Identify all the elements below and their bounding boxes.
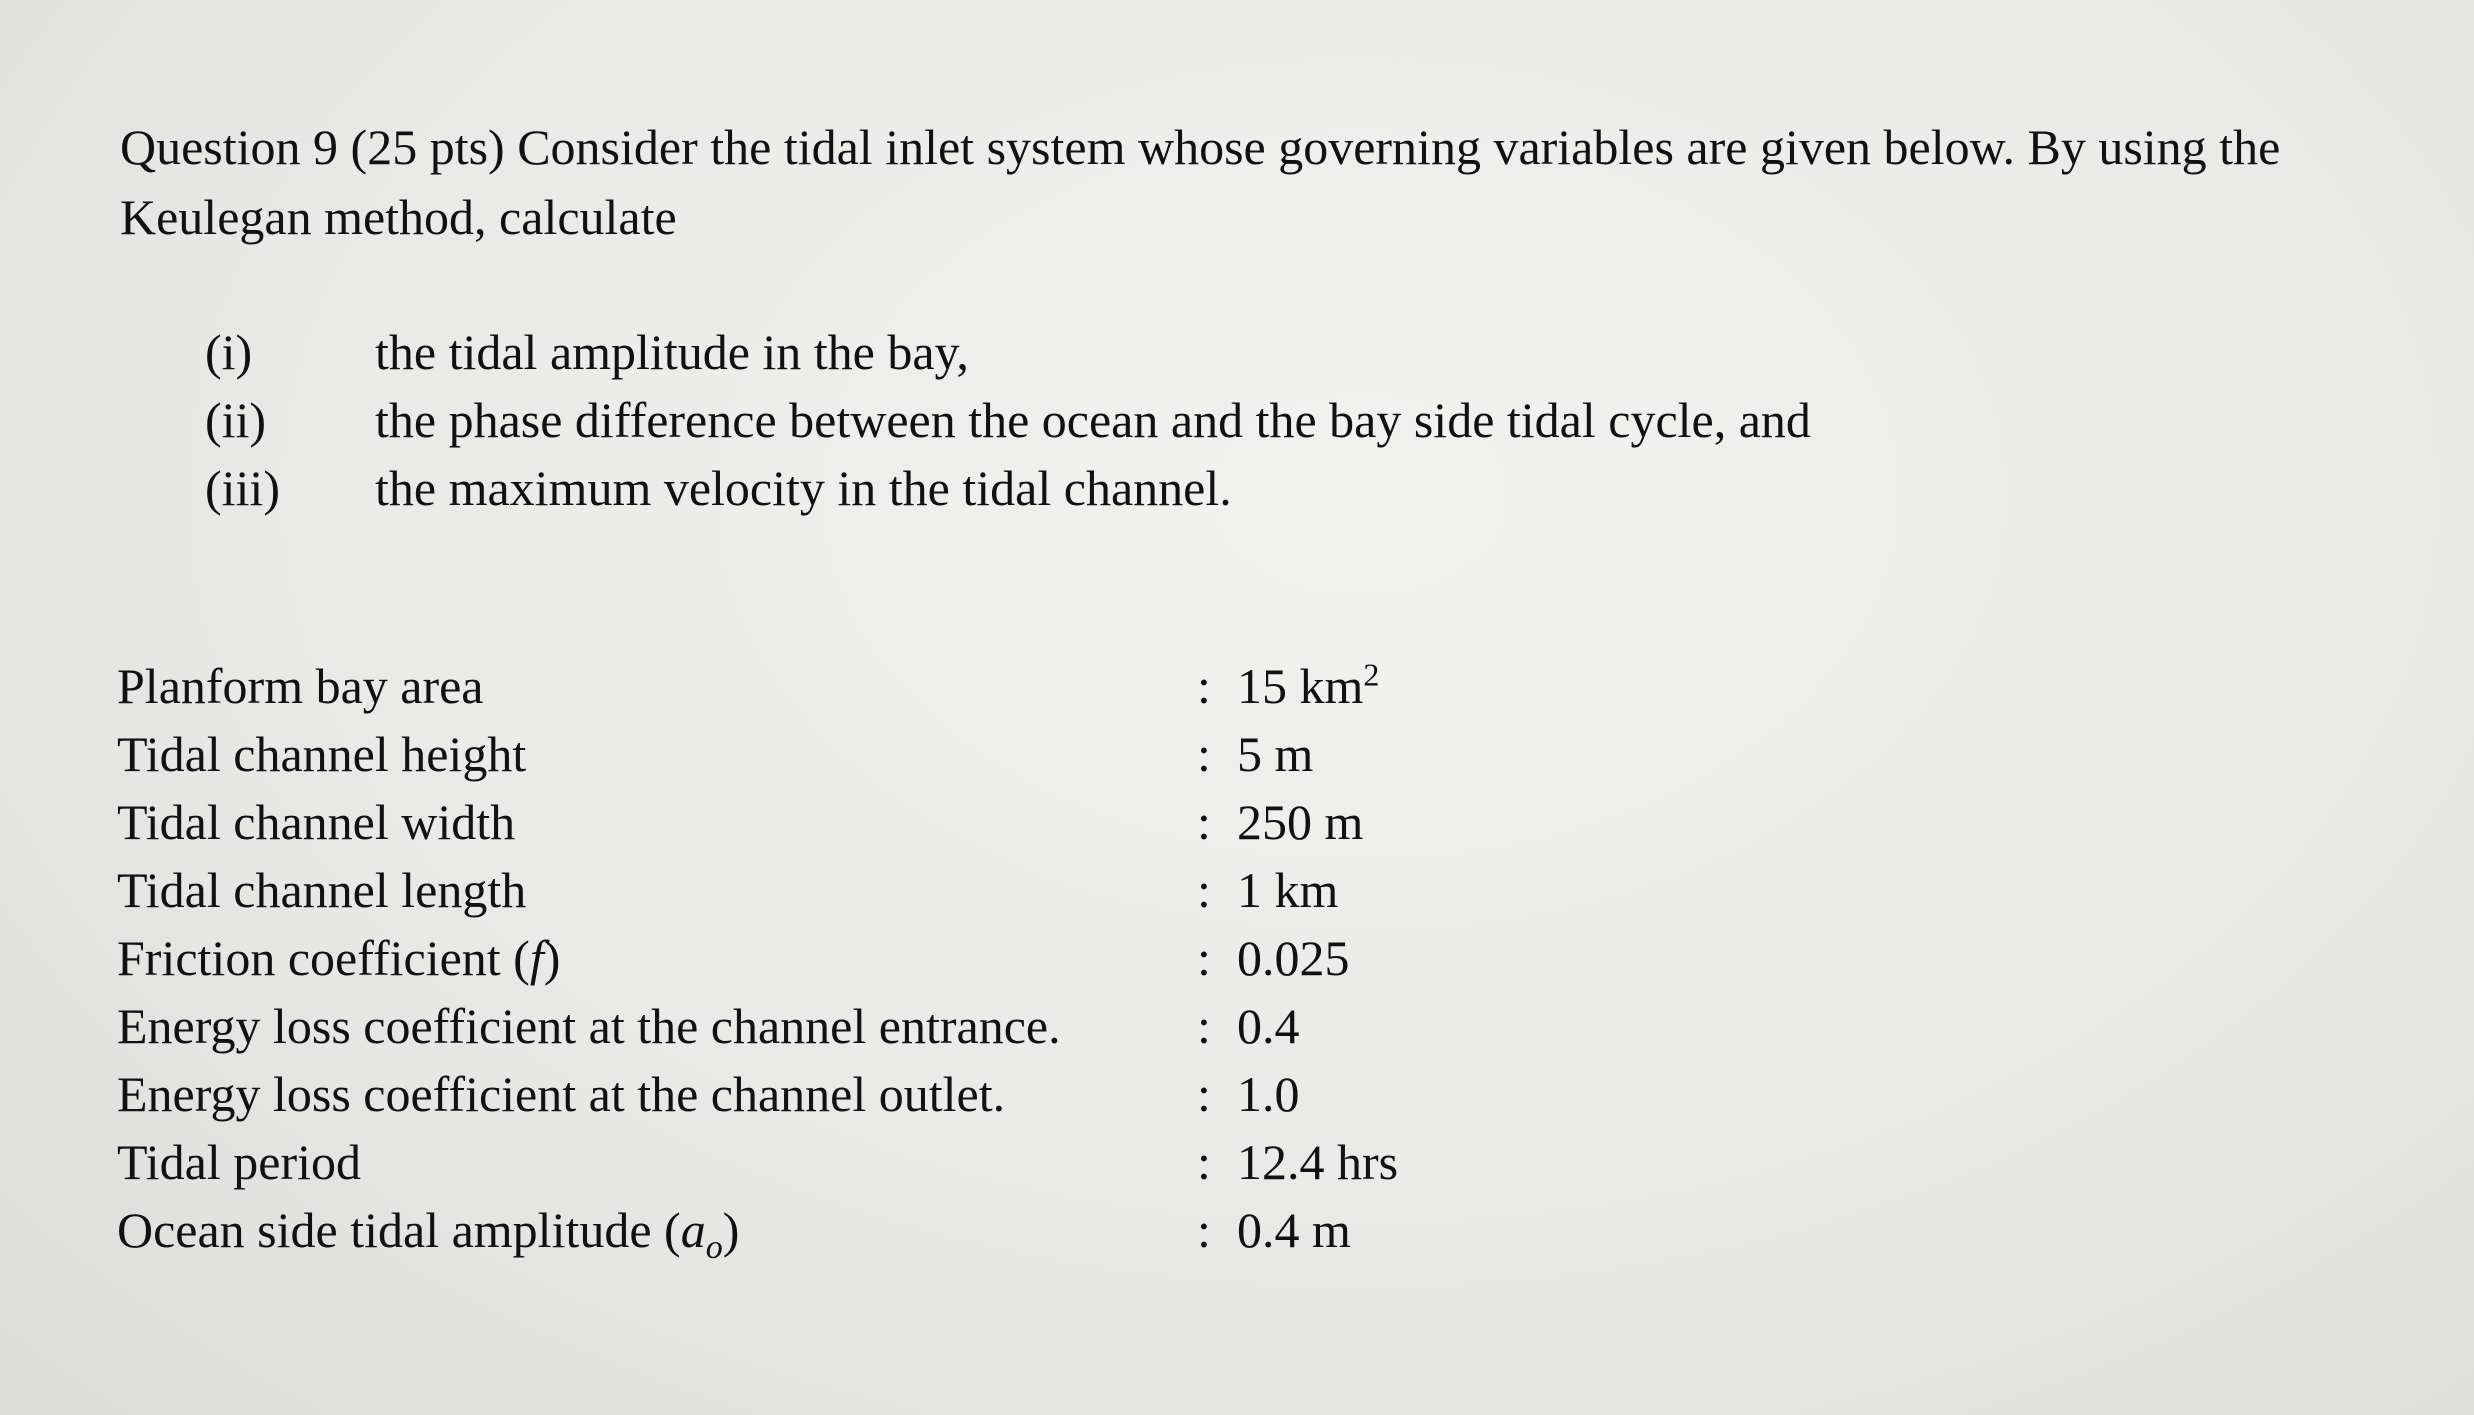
- table-row: [117, 788, 1398, 856]
- separator: :: [1197, 1202, 1211, 1258]
- separator: :: [1197, 726, 1211, 782]
- table-row: [117, 1060, 1398, 1128]
- table-row: [117, 924, 1398, 992]
- part-text: the phase difference between the ocean and the bay side tidal cycle, and: [375, 392, 1811, 448]
- variable-label: Energy loss coefficient at the channel outlet.: [117, 1066, 1006, 1122]
- list-item: [205, 454, 1811, 522]
- question-text-block: [120, 112, 2340, 252]
- variable-label: Tidal channel height: [117, 726, 527, 782]
- table-row: [117, 1196, 1398, 1282]
- variable-label: Tidal channel width: [117, 794, 516, 850]
- part-number: (i): [205, 324, 253, 380]
- variable-label: Tidal period: [117, 1134, 361, 1190]
- variable-value: 0.4: [1237, 998, 1300, 1054]
- separator: :: [1197, 794, 1211, 850]
- question-body: Consider the tidal inlet system whose governing variables are given below. By using the Keulegan method, calculate: [120, 119, 2281, 245]
- variable-label: Ocean side tidal amplitude $(a_o)$: [117, 1202, 740, 1266]
- part-number: (ii): [205, 392, 267, 448]
- separator: :: [1197, 1134, 1211, 1190]
- list-item: [205, 386, 1811, 454]
- separator: :: [1197, 998, 1211, 1054]
- table-row: [117, 652, 1398, 720]
- variable-label: Friction coefficient (f): [117, 930, 561, 986]
- separator: :: [1197, 930, 1211, 986]
- question-number: Question 9 (25 pts): [120, 119, 505, 175]
- variable-value: 5 m: [1237, 726, 1314, 782]
- table-row: [117, 720, 1398, 788]
- part-text: the tidal amplitude in the bay,: [375, 324, 969, 380]
- variable-label: Tidal channel length: [117, 862, 527, 918]
- variable-value: 1.0: [1237, 1066, 1300, 1122]
- separator: :: [1197, 862, 1211, 918]
- part-number: (iii): [205, 460, 280, 516]
- separator: :: [1197, 1066, 1211, 1122]
- table-row: [117, 856, 1398, 924]
- variable-label: Energy loss coefficient at the channel entrance.: [117, 998, 1061, 1054]
- variable-value: 0.4 m: [1237, 1202, 1351, 1258]
- variable-value: 0.025: [1237, 930, 1350, 986]
- variable-value: 250 m: [1237, 794, 1364, 850]
- table-row: [117, 992, 1398, 1060]
- table-row: [117, 1128, 1398, 1196]
- variables-table: [117, 652, 1398, 1282]
- variable-value: 15 $km^2$: [1237, 656, 1380, 714]
- question-parts-list: [205, 318, 1811, 522]
- separator: :: [1197, 658, 1211, 714]
- variable-value: 12.4 hrs: [1237, 1134, 1399, 1190]
- variable-value: 1 km: [1237, 862, 1339, 918]
- part-text: the maximum velocity in the tidal channel.: [375, 460, 1232, 516]
- list-item: [205, 318, 1811, 386]
- variable-label: Planform bay area: [117, 658, 484, 714]
